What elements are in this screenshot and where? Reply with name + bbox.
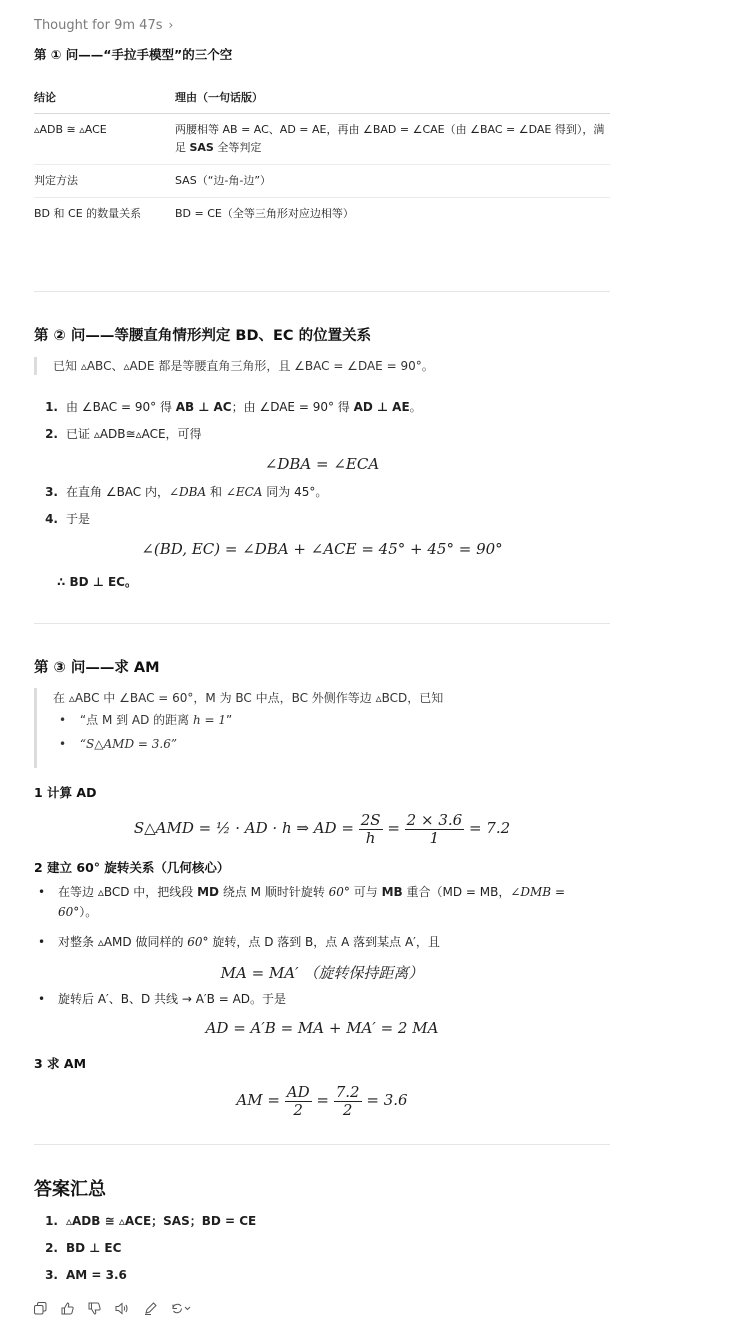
thought-label: Thought for 9m 47s (34, 18, 163, 33)
table-header: 理由（一句话版） (175, 80, 610, 114)
list-item: 3. AM = 3.6 (45, 1268, 127, 1282)
list-item: 1. ▵ADB ≅ ▵ACE；SAS；BD = CE (45, 1214, 257, 1228)
part3-quote: 在 ▵ABC 中 ∠BAC = 60°，M 为 BC 中点，BC 外侧作等边 ▵BCD，已知 • “点 M 到 AD 的距离 h = 1” • “S△AMD = 3.6” (34, 688, 443, 768)
table-cell: 判定方法 (34, 165, 175, 198)
list-item: • “S△AMD = 3.6” (59, 737, 177, 751)
list-item: 2. 已证 ▵ADB≅▵ACE，可得 (45, 427, 202, 441)
speaker-icon[interactable] (115, 1302, 129, 1319)
part1-table (34, 80, 610, 230)
equation-ma: MA = MA′ （旋转保持距离） (220, 964, 424, 982)
summary-title: 答案汇总 (34, 1179, 106, 1200)
step1-title: 1 计算 AD (34, 785, 97, 800)
part3-title: 第 ③ 问——求 AM (34, 660, 160, 676)
thumbs-up-icon[interactable] (61, 1302, 74, 1319)
equation-sum-ad: AD = A′B = MA + MA′ = 2 MA (205, 1019, 439, 1037)
step3-title: 3 求 AM (34, 1056, 87, 1071)
table-row (34, 114, 610, 165)
table-row (34, 165, 610, 198)
divider (34, 291, 610, 292)
divider (34, 1144, 610, 1145)
edit-icon[interactable] (144, 1302, 157, 1319)
part2-title: 第 ② 问——等腰直角情形判定 BD、EC 的位置关系 (34, 328, 372, 344)
table-cell: SAS（“边-角-边”） (175, 165, 610, 198)
table-header: 结论 (34, 80, 175, 114)
list-item: 4. 于是 (45, 512, 91, 526)
part2-conclusion: ∴ BD ⊥ EC。 (57, 575, 137, 589)
chevron-right-icon: › (168, 18, 174, 32)
table-cell: 两腰相等 AB = AC、AD = AE，再由 ∠BAD = ∠CAE（由 ∠BAC = ∠DAE 得到），满足 SAS 全等判定 (175, 114, 610, 165)
table-cell: ▵ADB ≅ ▵ACE (34, 114, 175, 165)
table-cell: BD 和 CE 的数量关系 (34, 207, 142, 220)
step2-title: 2 建立 60° 旋转关系（几何核心） (34, 860, 230, 875)
part2-quote: 已知 ▵ABC、▵ADE 都是等腰直角三角形，且 ∠BAC = ∠DAE = 90°。 (34, 357, 434, 375)
list-item: • 旋转后 A′、B、D 共线 → A′B = AD。于是 (38, 992, 287, 1006)
equation-ad: S△AMD = ½ · AD · h ⇒ AD = $\frac{2S}{h}$ = $\frac{2 \times 3.6}{1}$ = 7.2 (133, 810, 511, 847)
list-item: 1. 由 ∠BAC = 90° 得 AB ⊥ AC；由 ∠DAE = 90° 得 AD ⊥ AE。 (45, 400, 422, 414)
thought-toggle[interactable] (34, 18, 173, 33)
message-actions (34, 1302, 201, 1319)
thumbs-down-icon[interactable] (88, 1302, 101, 1319)
divider (34, 623, 610, 624)
list-item: • “点 M 到 AD 的距离 h = 1” (59, 713, 233, 727)
table-header-row (34, 80, 610, 114)
part1-title: 第 ① 问——“手拉手模型”的三个空 (34, 47, 233, 62)
regenerate-icon[interactable] (171, 1302, 191, 1319)
copy-icon[interactable] (34, 1302, 47, 1319)
table-row (34, 198, 610, 231)
list-item: 3. 在直角 ∠BAC 内，∠DBA 和 ∠ECA 同为 45°。 (45, 485, 328, 499)
equation-sum: ∠(BD, EC) = ∠DBA + ∠ACE = 45° + 45° = 90° (141, 540, 503, 558)
table-cell: BD = CE（全等三角形对应边相等） (175, 207, 354, 220)
list-item: 2. BD ⊥ EC (45, 1241, 122, 1255)
list-item: • 对整条 ▵AMD 做同样的 60° 旋转，点 D 落到 B，点 A 落到某点 A′，且 (38, 935, 440, 949)
equation-am: AM = $\frac{AD}{2}$ = $\frac{7.2}{2}$ = 3.6 (236, 1082, 408, 1119)
list-item: • 在等边 ▵BCD 中，把线段 MD 绕点 M 顺时针旋转 60° 可与 MB 重合（MD = MB，∠DMB = 60°）。 (38, 885, 565, 919)
equation-angle: ∠DBA = ∠ECA (264, 455, 380, 473)
